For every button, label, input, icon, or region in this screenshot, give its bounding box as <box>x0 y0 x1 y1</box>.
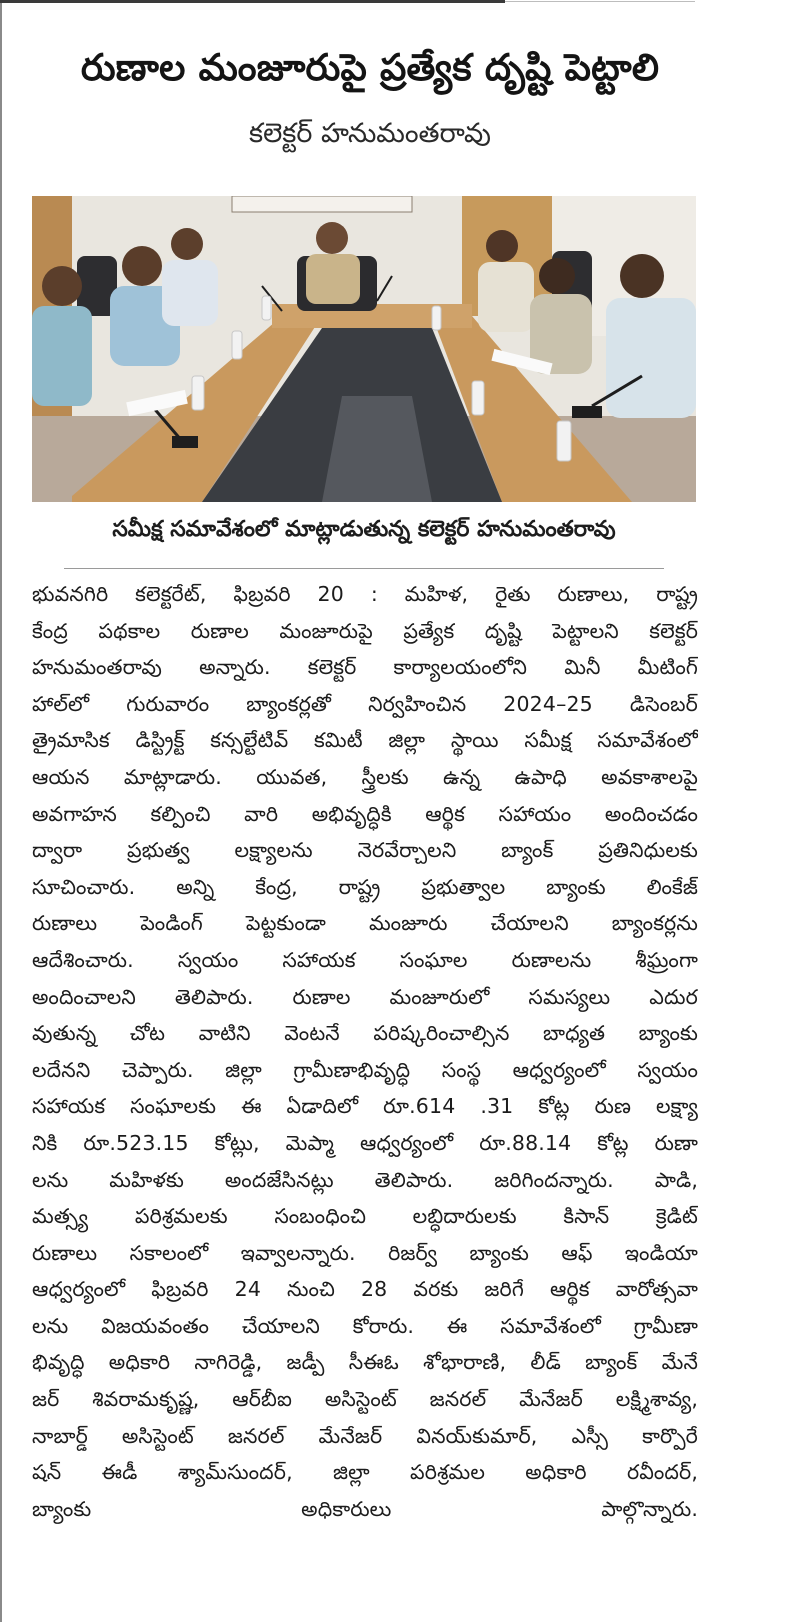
body-line: భివృద్ధి అధికారి నాగిరెడ్డి, జడ్పీ సీఈఓ శోభారాణి, లీడ్ బ్యాంక్ మేనే <box>32 1350 698 1375</box>
body-line: హనుమంతరావు అన్నారు. కలెక్టర్ కార్యాలయంలోని మినీ మీటింగ్ <box>32 655 698 680</box>
body-line: ఆయన మాట్లాడారు. యువత, స్త్రీలకు ఉన్న ఉపాధి అవకాశాలపై <box>32 764 698 789</box>
body-line: త్రైమాసిక డిస్ట్రిక్ట్ కన్సల్టేటివ్ కమిటీ జిల్లా స్థాయి సమీక్ష సమావేశంలో <box>32 728 698 753</box>
top-rule-light <box>505 1 695 2</box>
body-line: షన్ ఈడీ శ్యామ్‌సుందర్, జిల్లా పరిశ్రమల అధికారి రవీందర్, <box>32 1460 698 1485</box>
body-line: లదేనని చెప్పారు. జిల్లా గ్రామీణాభివృద్ధి సంస్థ ఆధ్వర్యంలో స్వయం <box>32 1057 698 1082</box>
body-line: కేంద్ర పథకాల రుణాల మంజూరుపై ప్రత్యేక దృష్టి పెట్టాలని కలెక్టర్ <box>32 618 698 643</box>
body-line: భువనగిరి కలెక్టరేట్, ఫిబ్రవరి 20 : మహిళ, రైతు రుణాలు, రాష్ట్ర <box>32 582 698 606</box>
body-line: సహాయక సంఘాలకు ఈ ఏడాదిలో రూ.614 .31 కోట్ల రుణ లక్ష్యా <box>32 1094 698 1119</box>
article-headline: రుణాల మంజూరుపై ప్రత్యేక దృష్టి పెట్టాలి <box>80 46 660 89</box>
body-line: లను మహిళకు అందజేసినట్లు తెలిపారు. జరిగిందన్నారు. పాడి, <box>32 1167 698 1192</box>
body-line: అవగాహన కల్పించి వారి అభివృద్ధికి ఆర్థిక సహాయం అందించడం <box>32 801 698 826</box>
body-line: ఆధ్వర్యంలో ఫిబ్రవరి 24 నుంచి 28 వరకు జరిగే ఆర్థిక వారోత్సవా <box>32 1277 698 1302</box>
body-line: లను విజయవంతం చేయాలని కోరారు. ఈ సమావేశంలో గ్రామీణా <box>32 1313 698 1338</box>
body-line: బ్యాంకు అధికారులు పాల్గొన్నారు. <box>32 1496 698 1521</box>
meeting-photo <box>32 196 696 502</box>
page-left-edge <box>0 0 2 1622</box>
body-line: జర్ శివరామకృష్ణ, ఆర్‌బీఐ అసిస్టెంట్ జనరల్ మేనేజర్ లక్ష్మిశావ్య, <box>32 1387 698 1412</box>
body-line: వుతున్న చోట వాటిని వెంటనే పరిష్కరించాల్సిన బాధ్యత బ్యాంకు <box>32 1021 698 1046</box>
body-line: సూచించారు. అన్ని కేంద్ర, రాష్ట్ర ప్రభుత్వాల బ్యాంకు లింకేజ్ <box>32 874 698 899</box>
body-line: అందించాలని తెలిపారు. రుణాల మంజూరులో సమస్యలు ఎదుర <box>32 984 698 1009</box>
article-subhead: కలెక్టర్ హనుమంతరావు <box>249 118 491 149</box>
body-line: నాబార్డ్ అసిస్టెంట్ జనరల్ మేనేజర్ వినయ్‌కుమార్, ఎస్సీ కార్పొరే <box>32 1423 698 1448</box>
article-body <box>32 576 698 1622</box>
body-line: రుణాలు పెండింగ్ పెట్టకుండా మంజూరు చేయాలని బ్యాంకర్లను <box>32 911 698 936</box>
body-line: ద్వారా ప్రభుత్వ లక్ష్యాలను నెరవేర్చాలని బ్యాంక్ ప్రతినిధులకు <box>32 838 698 863</box>
top-rule <box>0 0 505 3</box>
photo-caption: సమీక్ష సమావేశంలో మాట్లాడుతున్న కలెక్టర్ హనుమంతరావు <box>112 517 616 542</box>
body-line: ఆదేశించారు. స్వయం సహాయక సంఘాల రుణాలను శీఘ్రంగా <box>32 947 698 972</box>
body-line: మత్స్య పరిశ్రమలకు సంబంధించి లబ్ధిదారులకు కిసాన్ క్రెడిట్ <box>32 1204 698 1229</box>
body-line: హాల్‌లో గురువారం బ్యాంకర్లతో నిర్వహించిన 2024–25 డిసెంబర్ <box>32 691 698 716</box>
body-line: నికి రూ.523.15 కోట్లు, మెప్మా ఆధ్వర్యంలో రూ.88.14 కోట్ల రుణా <box>32 1130 698 1155</box>
caption-divider <box>64 568 664 569</box>
body-line: రుణాలు సకాలంలో ఇవ్వాలన్నారు. రిజర్వ్ బ్యాంకు ఆఫ్ ఇండియా <box>32 1240 698 1265</box>
